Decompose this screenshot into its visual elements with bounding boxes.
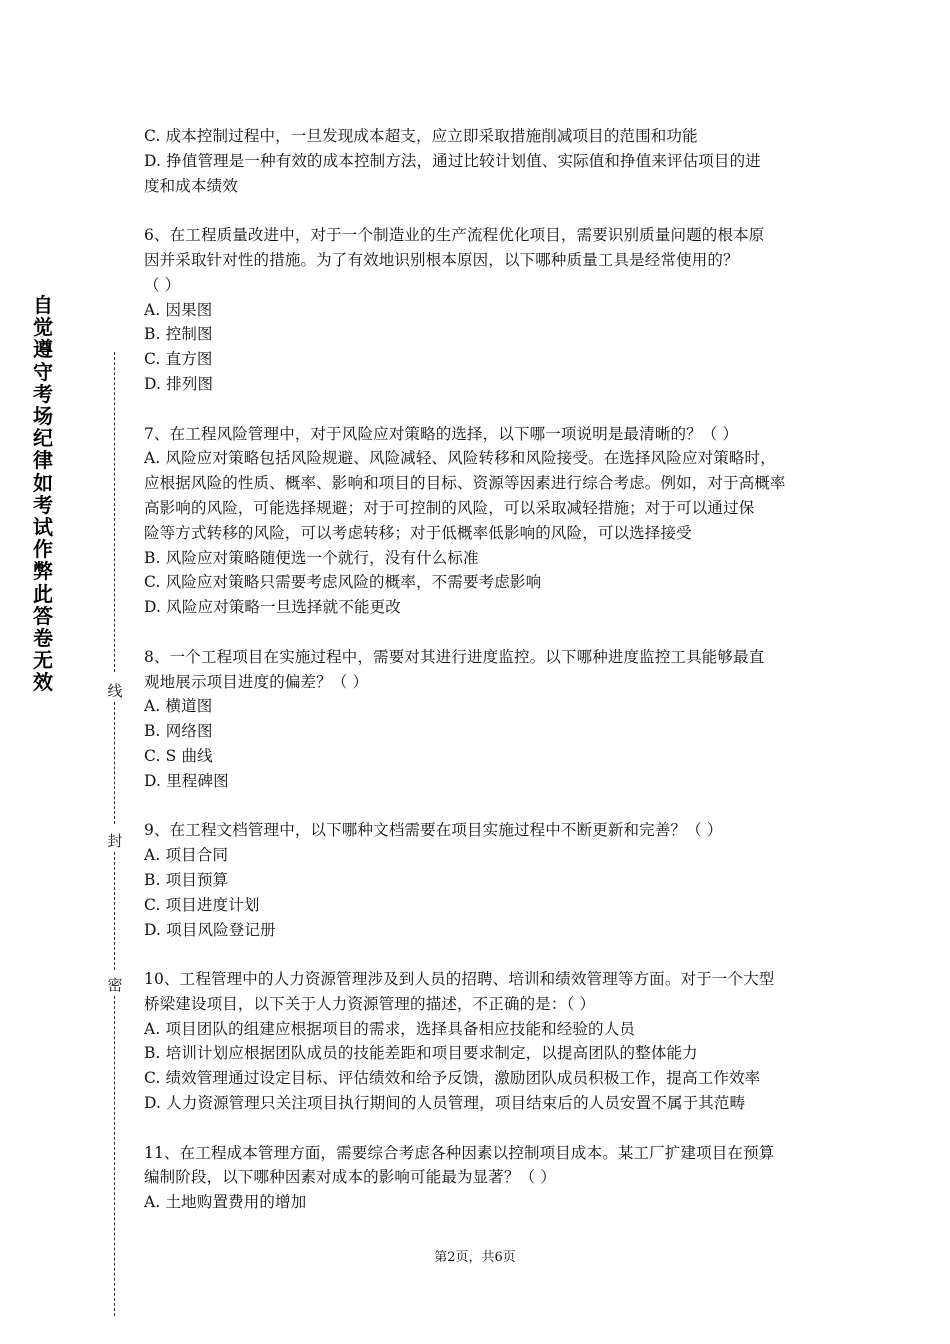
notice-char (30, 294, 56, 694)
notice-char: 遵 (33, 337, 53, 362)
option-a: A. 土地购置费用的增加 (144, 1193, 307, 1212)
option-line: D. 挣值管理是一种有效的成本控制方法，通过比较计划值、实际值和挣值来评估项目的进 (144, 151, 761, 170)
option-a: A. 项目合同 (144, 846, 229, 865)
notice-char: 卷 (33, 626, 53, 651)
notice-char: 试 (33, 515, 53, 540)
notice-char: 考 (33, 492, 53, 517)
option-c: C. 项目进度计划 (144, 895, 260, 914)
page-number: 第2页，共6页 (434, 1250, 516, 1265)
option-a-continued: 高影响的风险，可能选择规避；对于可控制的风险，可以采取减轻措施；对于可以通过保 (144, 498, 755, 517)
option-a: A. 项目团队的组建应根据项目的需求，选择具备相应技能和经验的人员 (144, 1019, 635, 1038)
option-c: C. 风险应对策略只需要考虑风险的概率，不需要考虑影响 (144, 573, 542, 592)
option-a: A. 横道图 (144, 697, 213, 716)
option-c: C. 直方图 (144, 350, 213, 369)
notice-char: 守 (33, 359, 53, 384)
exam-discipline-notice (30, 294, 56, 694)
option-line: C. 成本控制过程中，一旦发现成本超支，应立即采取措施削减项目的范围和功能 (144, 127, 698, 145)
question-stem: 10、工程管理中的人力资源管理涉及到人员的招聘、培训和绩效管理等方面。对于一个大型 (144, 970, 775, 989)
seal-mark-seal: 封 (107, 832, 123, 850)
option-a: A. 因果图 (144, 300, 213, 319)
question-stem: 9、在工程文档管理中，以下哪种文档需要在项目实施过程中不断更新和完善？（ ） (144, 821, 723, 840)
option-d: D. 风险应对策略一旦选择就不能更改 (144, 598, 401, 617)
binding-line-segment (114, 996, 115, 1316)
binding-line-segment (114, 852, 115, 970)
question-stem: 因并采取针对性的措施。为了有效地识别根本原因，以下哪种质量工具是经常使用的？ (144, 250, 739, 269)
option-a: A. 风险应对策略包括风险规避、风险减轻、风险转移和风险接受。在选择风险应对策略时， (144, 449, 776, 468)
question-content (144, 124, 812, 1215)
question-stem: 桥梁建设项目，以下关于人力资源管理的描述，不正确的是：（ ） (144, 994, 596, 1013)
option-line: 度和成本绩效 (144, 176, 238, 195)
option-b: B. 项目预算 (144, 870, 229, 889)
seal-mark-secret: 密 (107, 976, 123, 994)
seal-mark-line: 线 (107, 682, 123, 700)
option-b: B. 控制图 (144, 325, 213, 344)
option-b: B. 培训计划应根据团队成员的技能差距和项目要求制定，以提高团队的整体能力 (144, 1044, 698, 1063)
question-9 (144, 818, 812, 942)
option-b: B. 风险应对策略随便选一个就行，没有什么标准 (144, 548, 479, 567)
answer-blank: （ ） (144, 275, 181, 294)
notice-char: 律 (33, 448, 53, 473)
question-8 (144, 645, 812, 794)
question-stem: 7、在工程风险管理中，对于风险应对策略的选择，以下哪一项说明是最清晰的？（ ） (144, 424, 739, 443)
option-c: C. 绩效管理通过设定目标、评估绩效和给予反馈，激励团队成员积极工作，提高工作效率 (144, 1069, 761, 1088)
question-stem: 编制阶段，以下哪种因素对成本的影响可能最为显著？（ ） (144, 1168, 556, 1187)
notice-char: 效 (33, 670, 53, 695)
notice-char: 纪 (33, 426, 53, 451)
question-stem: 6、在工程质量改进中，对于一个制造业的生产流程优化项目，需要识别质量问题的根本原 (144, 226, 765, 245)
notice-char: 答 (33, 603, 53, 628)
notice-char: 场 (33, 404, 53, 429)
question-6 (144, 223, 812, 397)
binding-line-segment (114, 702, 115, 824)
option-c: C. S 曲线 (144, 746, 213, 765)
notice-char: 如 (33, 470, 53, 495)
option-d: D. 项目风险登记册 (144, 920, 276, 939)
option-b: B. 网络图 (144, 722, 213, 741)
notice-char: 考 (33, 381, 53, 406)
notice-char: 觉 (33, 315, 53, 340)
question-7 (144, 422, 812, 620)
continued-options (144, 124, 812, 198)
option-d: D. 里程碑图 (144, 771, 229, 790)
notice-char: 无 (33, 648, 53, 673)
question-10 (144, 967, 812, 1116)
option-d: D. 排列图 (144, 374, 214, 393)
question-11 (144, 1141, 812, 1215)
notice-char: 作 (33, 537, 53, 562)
option-a-continued: 应根据风险的性质、概率、影响和项目的目标、资源等因素进行综合考虑。例如，对于高概率 (144, 474, 786, 493)
option-d: D. 人力资源管理只关注项目执行期间的人员管理，项目结束后的人员安置不属于其范畴 (144, 1094, 746, 1113)
option-a-continued: 险等方式转移的风险，可以考虑转移；对于低概率低影响的风险，可以选择接受 (144, 523, 692, 542)
notice-char: 弊 (33, 559, 53, 584)
question-stem: 8、一个工程项目在实施过程中，需要对其进行进度监控。以下哪种进度监控工具能够最直 (144, 647, 765, 666)
notice-char: 此 (33, 581, 53, 606)
question-stem: 观地展示项目进度的偏差？（ ） (144, 672, 369, 691)
binding-line-segment (114, 352, 115, 672)
question-stem: 11、在工程成本管理方面，需要综合考虑各种因素以控制项目成本。某工厂扩建项目在预算 (144, 1143, 775, 1162)
notice-char: 自 (33, 293, 53, 317)
